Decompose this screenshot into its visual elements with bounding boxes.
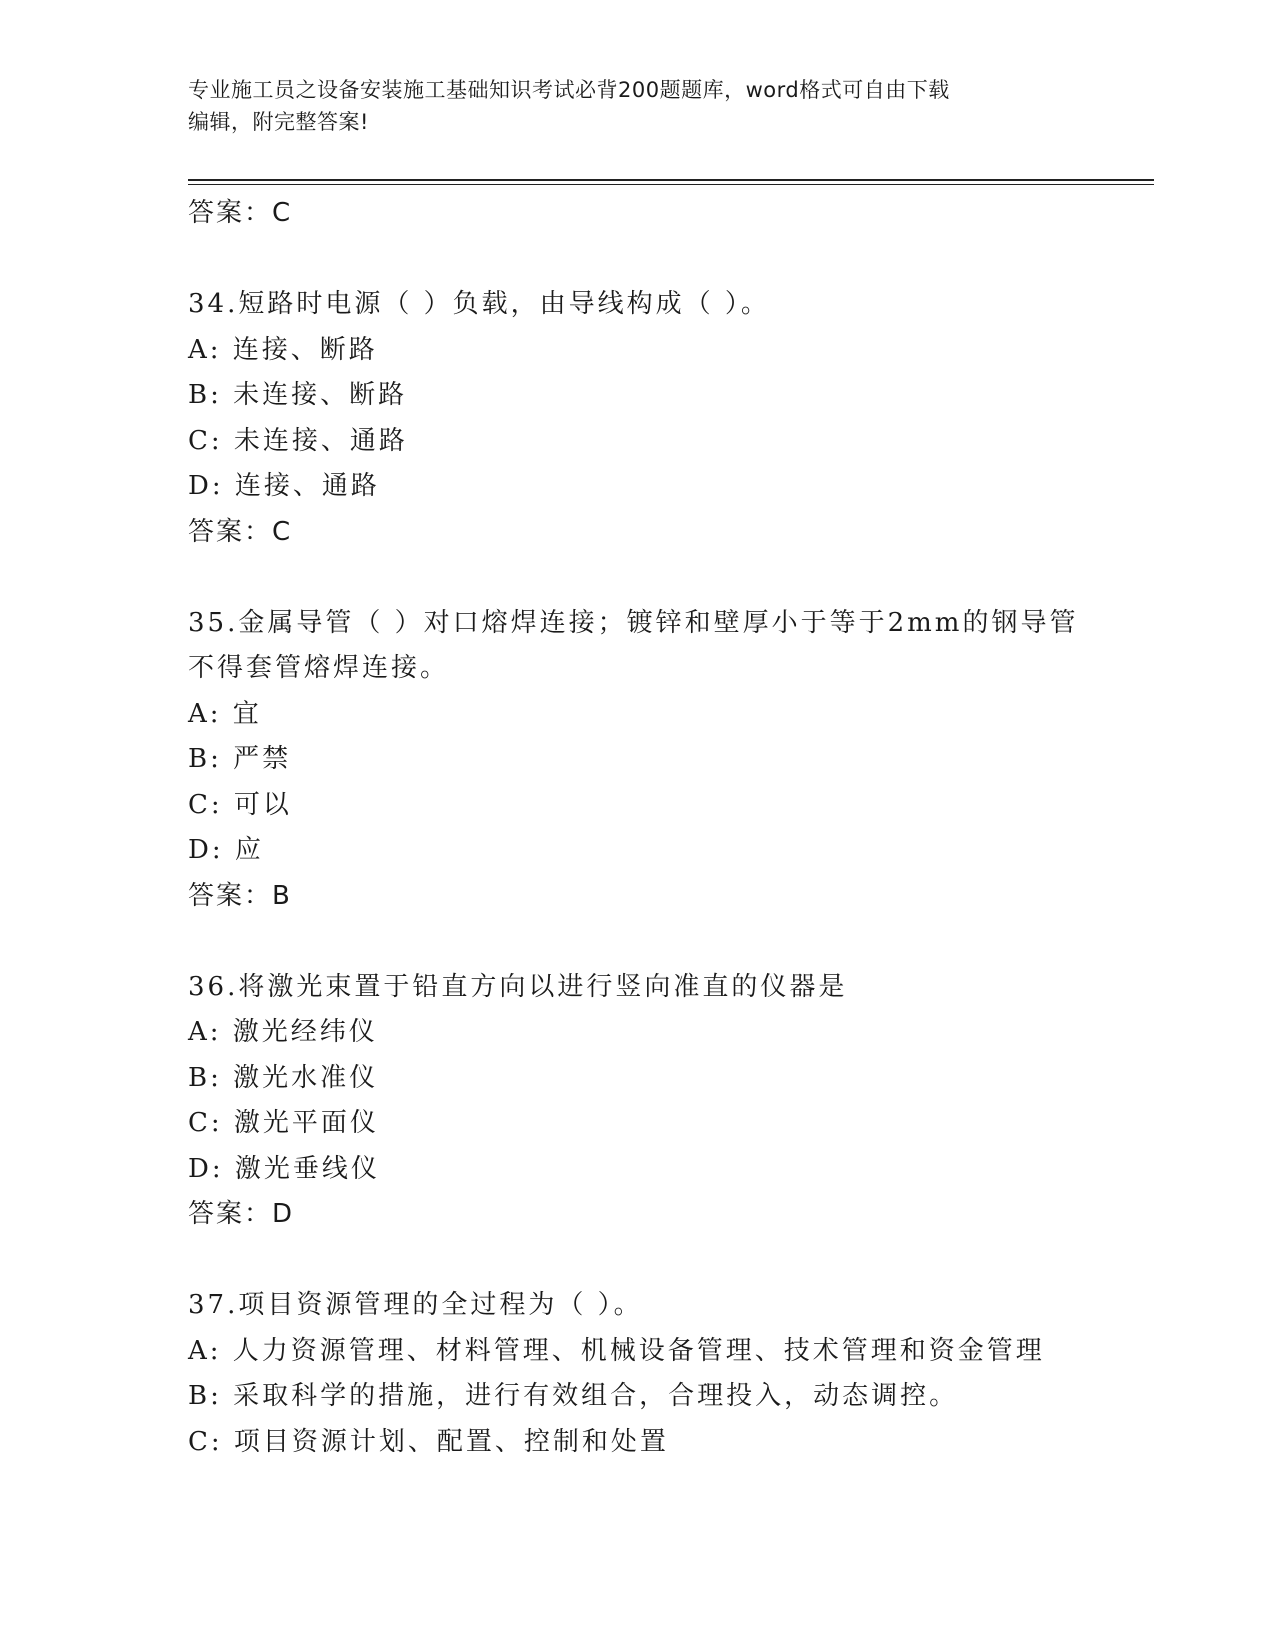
option-a: A: 连接、断路 (188, 334, 378, 365)
question-35 (188, 601, 1088, 920)
question-stem: 34.短路时电源（ ）负载，由导线构成（ ）。 (188, 289, 770, 319)
document-header (188, 74, 1068, 138)
option-b: B: 激光水准仪 (188, 1062, 379, 1093)
spacer (188, 555, 1088, 601)
option-c: C: 激光平面仪 (188, 1108, 379, 1138)
spacer (188, 1238, 1088, 1284)
answer-label: 答案：C (188, 516, 293, 547)
question-stem-line-2: 不得套管熔焊连接。 (188, 653, 450, 683)
option-c: C: 项目资源计划、配置、控制和处置 (188, 1426, 669, 1457)
option-a: A: 激光经纬仪 (188, 1017, 378, 1047)
previous-answer: 答案：C (188, 198, 293, 228)
option-a: A: 人力资源管理、材料管理、机械设备管理、技术管理和资金管理 (188, 1335, 1045, 1366)
spacer (188, 237, 1088, 283)
answer-label: 答案：D (188, 1199, 295, 1229)
option-d: D: 应 (188, 835, 264, 865)
question-37 (188, 1283, 1088, 1465)
question-36 (188, 965, 1088, 1238)
spacer (188, 919, 1088, 965)
header-line-2: 编辑，附完整答案! (188, 110, 369, 134)
option-b: B: 严禁 (188, 744, 292, 774)
option-c: C: 未连接、通路 (188, 425, 408, 456)
question-list (188, 191, 1088, 1465)
option-d: D: 激光垂线仪 (188, 1153, 380, 1184)
header-divider-thin (188, 184, 1154, 185)
option-c: C: 可以 (188, 789, 292, 820)
option-b: B: 未连接、断路 (188, 380, 408, 410)
answer-label: 答案：B (188, 880, 292, 911)
header-line-1: 专业施工员之设备安装施工基础知识考试必背200题题库，word格式可自由下载 (188, 78, 950, 102)
option-b: B: 采取科学的措施，进行有效组合，合理投入，动态调控。 (188, 1381, 959, 1411)
question-stem: 37.项目资源管理的全过程为（ ）。 (188, 1290, 643, 1320)
question-stem: 36.将激光束置于铅直方向以进行竖向准直的仪器是 (188, 971, 848, 1002)
option-a: A: 宜 (188, 698, 262, 729)
question-34 (188, 282, 1088, 555)
header-divider-thick (188, 179, 1154, 181)
option-d: D: 连接、通路 (188, 471, 380, 501)
question-stem-line-1: 35.金属导管（ ）对口熔焊连接；镀锌和壁厚小于等于2mm的钢导管 (188, 607, 1079, 638)
